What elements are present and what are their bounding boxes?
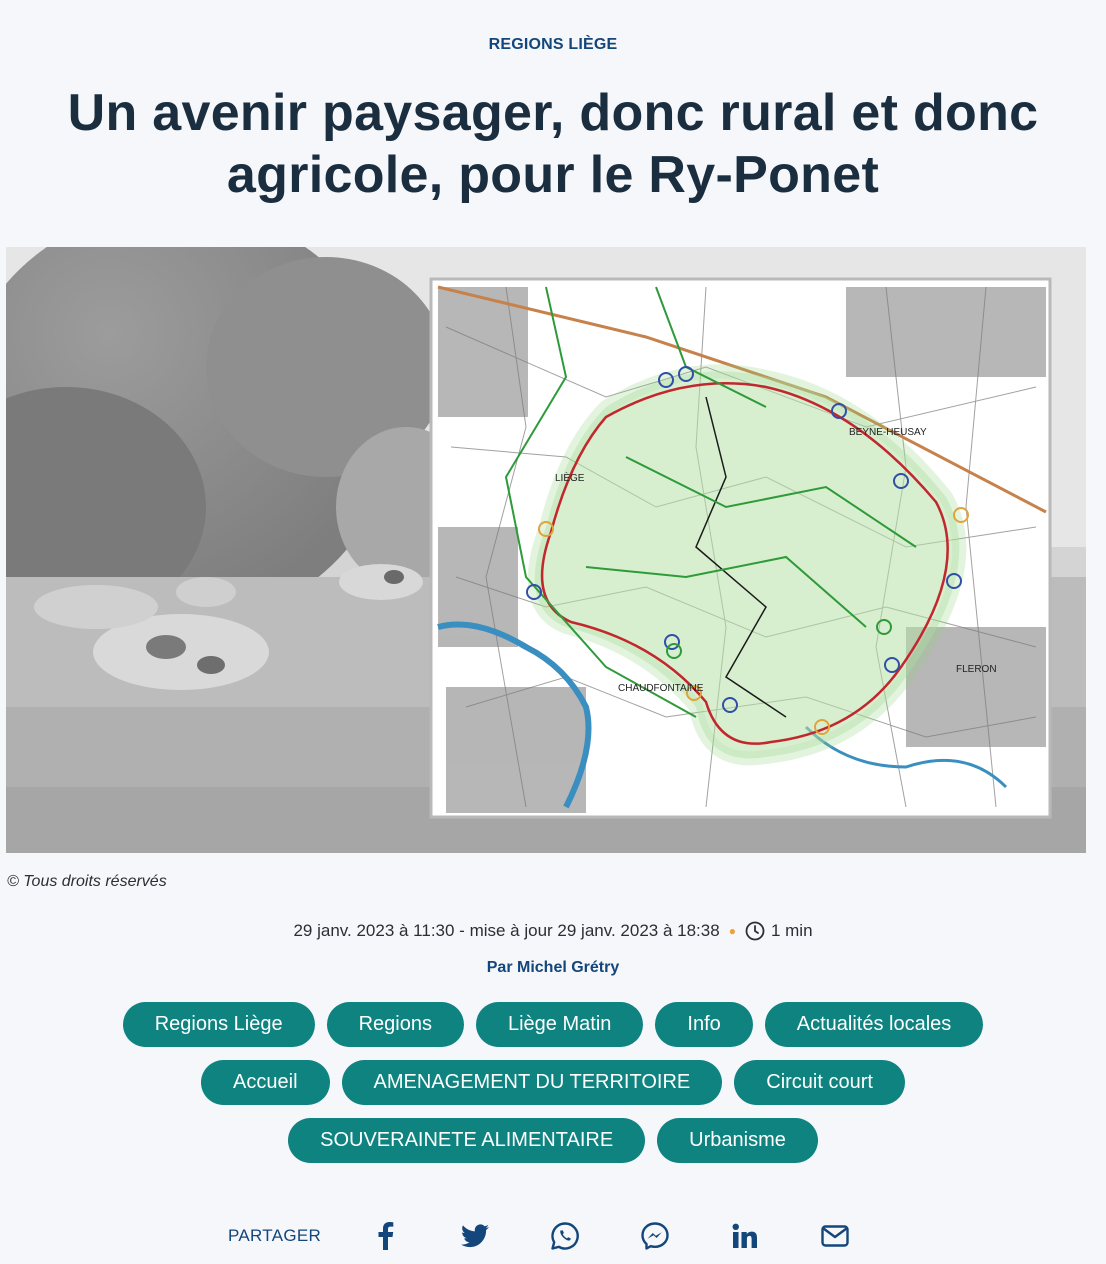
- tag-amenagement-du-territoire[interactable]: AMENAGEMENT DU TERRITOIRE: [342, 1060, 723, 1105]
- hero-photo-with-map: [6, 247, 1086, 853]
- twitter-icon[interactable]: [455, 1216, 495, 1256]
- tag-info[interactable]: Info: [655, 1002, 752, 1047]
- tag-liege-matin[interactable]: Liège Matin: [476, 1002, 643, 1047]
- map-label-liege: LIÈGE: [555, 473, 585, 484]
- map-label-beyne-heusay: BEYNE-HEUSAY: [849, 427, 927, 438]
- map-label-chaudfontaine: CHAUDFONTAINE: [618, 683, 704, 694]
- tag-regions-liege[interactable]: Regions Liège: [123, 1002, 315, 1047]
- facebook-icon[interactable]: [365, 1216, 405, 1256]
- map-label-fleron: FLERON: [956, 664, 997, 675]
- image-credit: © Tous droits réservés: [7, 873, 167, 890]
- share-bar: [228, 1216, 905, 1256]
- article-title: Un avenir paysager, donc rural et donc agricole, pour le Ry-Ponet: [67, 84, 1039, 204]
- mail-icon[interactable]: [815, 1216, 855, 1256]
- tag-urbanisme[interactable]: Urbanisme: [657, 1118, 818, 1163]
- publish-date: 29 janv. 2023 à 11:30 - mise à jour 29 janv. 2023 à 18:38: [293, 921, 720, 940]
- messenger-icon[interactable]: [635, 1216, 675, 1256]
- tag-list: [60, 1002, 1046, 1163]
- linkedin-icon[interactable]: [725, 1216, 765, 1256]
- tag-actualites-locales[interactable]: Actualités locales: [765, 1002, 984, 1047]
- article-author[interactable]: Par Michel Grétry: [486, 959, 620, 976]
- tag-accueil[interactable]: Accueil: [201, 1060, 329, 1105]
- whatsapp-icon[interactable]: [545, 1216, 585, 1256]
- hero-image[interactable]: [6, 247, 1086, 853]
- reading-time: 1 min: [770, 921, 813, 940]
- article-category[interactable]: REGIONS LIÈGE: [488, 36, 618, 53]
- tag-souverainete-alimentaire[interactable]: SOUVERAINETE ALIMENTAIRE: [288, 1118, 645, 1163]
- article-meta: [0, 921, 1106, 941]
- tag-circuit-court[interactable]: Circuit court: [734, 1060, 905, 1105]
- tag-regions[interactable]: Regions: [327, 1002, 464, 1047]
- share-label: PARTAGER: [228, 1226, 322, 1245]
- separator-dot: ●: [728, 924, 736, 938]
- clock-icon: [745, 921, 765, 941]
